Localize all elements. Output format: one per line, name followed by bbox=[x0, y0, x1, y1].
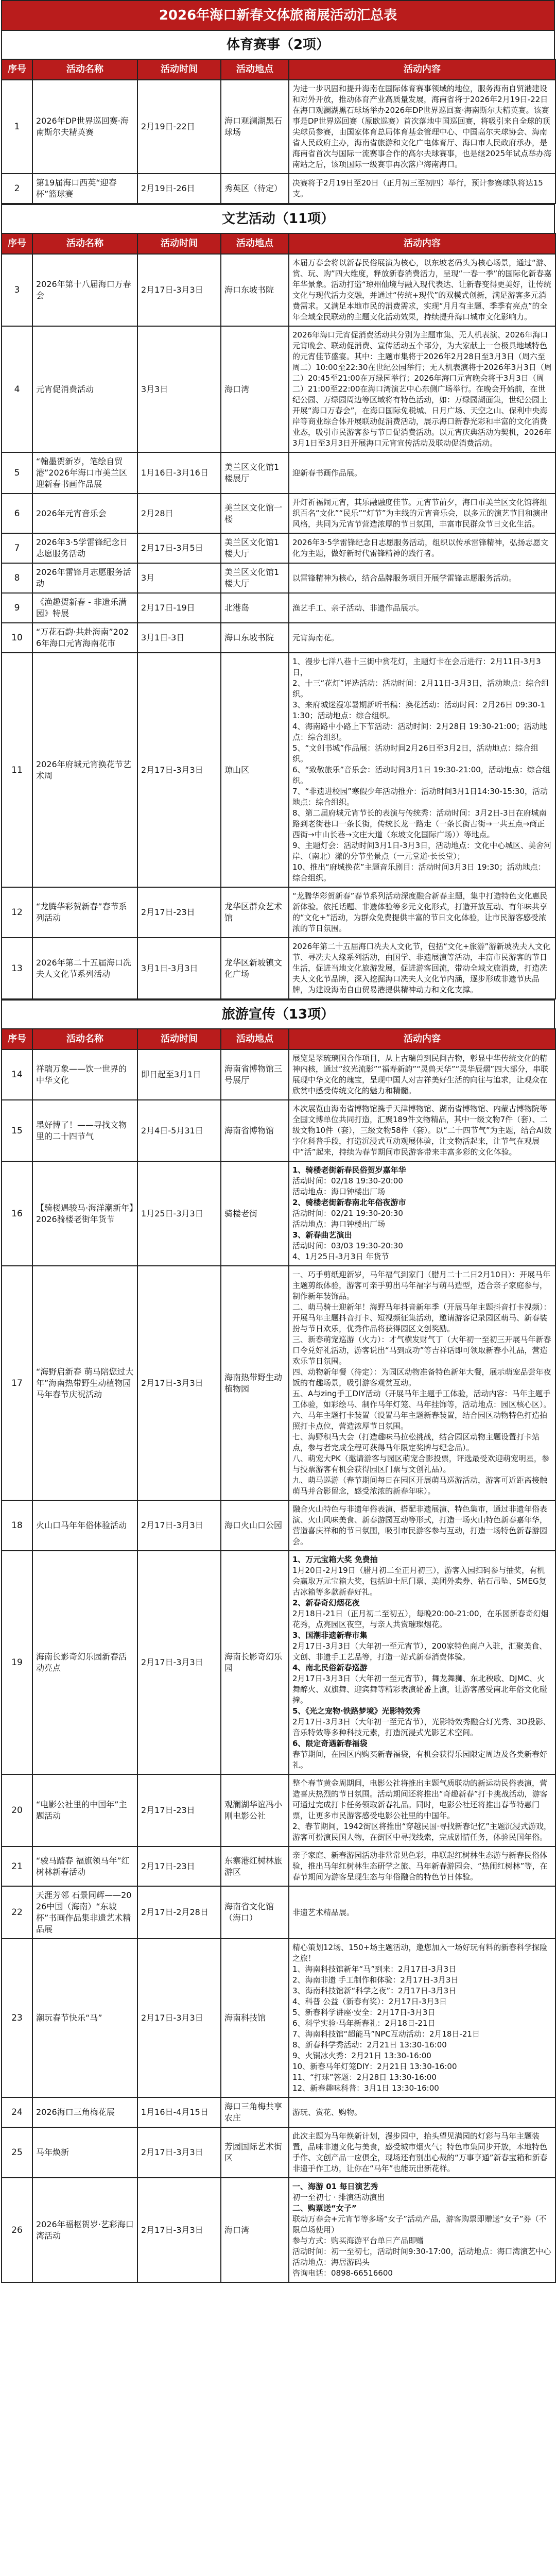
activity-place: 海南热带野生动植物园 bbox=[221, 1266, 289, 1500]
table-row bbox=[2, 1266, 555, 1500]
content-line: 开灯祈福闹元宵，其乐融融度佳节。元宵节前夕，海口市美兰区文化馆将组织百名“文化”“民乐”“灯节”为主线的元宵音乐会，以多元的演艺节目和演出风格，共同为元宵节营造浓厚的节日氛围，丰富市民群众节日文化生活。 bbox=[292, 498, 548, 529]
activity-place: 海口东坡书院 bbox=[221, 623, 289, 653]
content-line: 三、新春萌宠巡游（火力）：才气横发财气丁（大年初一至初三开展马年新春口令兑好礼活动，游客说出“马到成功”等吉祥话即可领取新春小礼品，营造欢乐节日氛围。 bbox=[292, 1335, 551, 1366]
table-row bbox=[2, 2097, 555, 2127]
activity-time: 2月17日-3月3日 bbox=[137, 254, 221, 326]
page-title: 2026年海口新春文体旅商展活动汇总表 bbox=[1, 0, 555, 30]
content-subheading: 4、南北民俗新春巡游 bbox=[292, 1663, 368, 1672]
table-row bbox=[2, 1100, 555, 1161]
activity-name: 天涯芳邻 石景同辉——2026中国（海南）“东坡杯”书画作品集非遗艺术精品展 bbox=[32, 1886, 137, 1939]
activity-name: 元宵促消费活动 bbox=[32, 326, 137, 452]
activity-name: 潮玩春节快乐“马” bbox=[32, 1939, 137, 2097]
activity-content bbox=[289, 1774, 555, 1846]
table-row bbox=[2, 452, 555, 494]
content-line: 活动时间：初一至初七，活动时间9:30-17:00，活动地点：海口湾演艺中心 bbox=[292, 2247, 551, 2256]
content-line: 活动时间：02/18 19:30-20:00 bbox=[292, 1176, 403, 1185]
activity-content bbox=[289, 1846, 555, 1886]
row-number: 21 bbox=[2, 1846, 32, 1886]
table-row bbox=[2, 80, 555, 174]
content-line: 6、“致敬旅乐”音乐会：活动时间3月1日 19:30-21:00，活动地点：综合组织。 bbox=[292, 765, 550, 785]
table-row bbox=[2, 1846, 555, 1886]
activity-time: 3月3日 bbox=[137, 326, 221, 452]
column-header: 活动地点 bbox=[221, 1029, 289, 1049]
content-line: 活动地点：海口钟楼出厂场 bbox=[292, 1219, 386, 1229]
section-title: 文艺活动（11项） bbox=[1, 204, 555, 233]
activity-name: 2026年3·5学雷锋纪念日志愿服务活动 bbox=[32, 533, 137, 563]
activity-name: 《渔趣贺新春 - 非遗乐满园》特展 bbox=[32, 593, 137, 623]
activity-place: 美兰区文化馆1楼大厅 bbox=[221, 563, 289, 593]
activity-name: “海野启新春 萌马陪您过大年”海南热带野生动植物园马年春节庆祝活动 bbox=[32, 1266, 137, 1500]
content-line: 一、巧手剪纸迎新岁，马年福气到家门（腊月二十二日2月10日）：开展马年主题剪纸体验，游客可亲手剪出马年福字与萌马造型，适合亲子家庭参与，制作新年装饰品。 bbox=[292, 1270, 551, 1301]
activity-name: 2026年福枢贺岁·艺彩海口湾活动 bbox=[32, 2178, 137, 2282]
content-line: 9、主题灯会：活动时间3月1日-3月3日，活动地点：文化中心城区、美舍河岸、（南北）漾的分节坐景点（一元堂道·长长堂）； bbox=[292, 841, 552, 861]
table-row bbox=[2, 1774, 555, 1846]
column-header: 活动内容 bbox=[289, 59, 555, 80]
section-title: 旅游宣传（13项） bbox=[1, 999, 555, 1028]
row-number: 26 bbox=[2, 2178, 32, 2282]
content-line: 5、“文创书城”作品展：活动时间2月26日至3月2日，活动地点：综合组织。 bbox=[292, 743, 538, 764]
content-line: 2月17日-3月3日（大年初一至元宵节），200家特色商户入驻，汇聚美食、文创、非遗手工艺品等，打造一站式新春消费体验。 bbox=[292, 1641, 547, 1662]
section-title: 体育赛事（2项） bbox=[1, 30, 555, 59]
table-row bbox=[2, 326, 555, 452]
activity-time: 2月17日-3月3日 bbox=[137, 653, 221, 887]
content-line: 整个春节黄金周期间，电影公社将推出主题气质联动的新运动民俗表演，营造喜庆热烈的节日氛围。活动期间还将推出“奇趣新春”打卡挑战活动，游客可通过完成打卡任务领取新春礼品。同时，电影公社还将推出春节特惠门票，让更多市民游客感受电影公社里的中国年。 bbox=[292, 1778, 548, 1820]
activity-place: 海南科技馆 bbox=[221, 1939, 289, 2097]
activity-time: 1月25日-3月3日 bbox=[137, 1161, 221, 1266]
activity-time: 2月17日-3月5日 bbox=[137, 533, 221, 563]
content-line: 联动万春会+元宵节等多场“女子”活动产品，游客购票即赠送“女子”券（不限单场使用） bbox=[292, 2214, 547, 2234]
content-subheading: 2、骑楼老街新春南北年俗夜游市 bbox=[292, 1198, 406, 1207]
table-row bbox=[2, 533, 555, 563]
content-subheading: 6、限定奇遇新春福袋 bbox=[292, 1739, 368, 1748]
activity-content bbox=[289, 1049, 555, 1100]
content-line: 2026年3·5学雷锋纪念日志愿服务活动，组织以传承雷锋精神，弘扬志愿文化为主题，做好新时代雷锋精神的践行者。 bbox=[292, 538, 549, 558]
table-row bbox=[2, 1886, 555, 1939]
table-row bbox=[2, 563, 555, 593]
activity-place: 美兰区文化馆1楼展厅 bbox=[221, 452, 289, 494]
content-line: 7、“非遗进校园”寒假少年活动推介：活动时间3月1日14:30-15:30，活动地点：综合组织。 bbox=[292, 787, 548, 807]
activity-time: 2月17日-23日 bbox=[137, 1774, 221, 1846]
content-line: 5、新春科学讲座·安全：2月17日-3月3日 bbox=[292, 2008, 436, 2017]
activity-place: 龙华区新坡镇文化广场 bbox=[221, 938, 289, 999]
content-line: 10、推出“府城换花”主题音乐剧目：活动时间3月3日 19:30；活动地点：综合组织。 bbox=[292, 862, 546, 883]
activity-place: 海南省博物馆 bbox=[221, 1100, 289, 1161]
activity-name: 2026年雷锋月志愿服务活动 bbox=[32, 563, 137, 593]
table-row bbox=[2, 1551, 555, 1774]
activity-time: 2月17日-3月3日 bbox=[137, 1500, 221, 1551]
activity-content bbox=[289, 174, 555, 204]
content-line: 决赛将于2月19日至20日（正月初三至初四）举行，预计参赛球队将达15支。 bbox=[292, 178, 543, 198]
activity-place: 海口火山口公园 bbox=[221, 1500, 289, 1551]
activity-content bbox=[289, 1266, 555, 1500]
column-header: 活动地点 bbox=[221, 233, 289, 254]
content-line: 展览是翠琉璃国合作项目，从上古瑞兽到民间吉物，彰显中华传统文化的精神内核，通过“纹光流影”“福寿新韵”“灵兽天华”“灵华辰熠”四大部分，串联展现中华文化的瑰宝，呈现中国人对吉祥美好生活的向往与追求，让观众在欣赏中感受传统文化的魅力和精髓。 bbox=[292, 1054, 549, 1095]
activity-content bbox=[289, 623, 555, 653]
activity-time: 2月17日-3月3日 bbox=[137, 2127, 221, 2178]
content-line: 精心策划12场、150+场主题活动，邀您加入一场好玩有料的新春科学探险之旅！ bbox=[292, 1943, 548, 1963]
content-line: 活动地点：海居游码头 bbox=[292, 2258, 370, 2267]
activity-table bbox=[1, 59, 556, 204]
activity-name: 祥瑞万象——饮一世界的中华文化 bbox=[32, 1049, 137, 1100]
activity-name: “骏马踏春 福旗领马年”红树林新春活动 bbox=[32, 1846, 137, 1886]
activity-name: “万花石韵·共赴海南”2026年海口元宵海南花市 bbox=[32, 623, 137, 653]
content-line: 8、新春科学秀活动：2月21日 13:30-16:00 bbox=[292, 2040, 447, 2049]
table-header-row bbox=[2, 1029, 555, 1049]
activity-place: 东寨港红树林旅游区 bbox=[221, 1846, 289, 1886]
column-header: 活动名称 bbox=[32, 233, 137, 254]
content-line: 2、海南非遗 手工制作和体验：2月17日-3月3日 bbox=[292, 1975, 459, 1985]
activity-place: 北港岛 bbox=[221, 593, 289, 623]
activity-place: 观澜湖华谊冯小刚电影公社 bbox=[221, 1774, 289, 1846]
activity-name: 2026海口三角梅花展 bbox=[32, 2097, 137, 2127]
activity-time: 2月17日-3月3日 bbox=[137, 2178, 221, 2282]
row-number: 5 bbox=[2, 452, 32, 494]
activity-place: 海南省文化馆（海口） bbox=[221, 1886, 289, 1939]
activity-name: 第19届海口西英“迎春杯”篮球赛 bbox=[32, 174, 137, 204]
content-line: 活动地点：海口钟楼出厂场 bbox=[292, 1187, 386, 1196]
column-header: 活动内容 bbox=[289, 1029, 555, 1049]
content-line: 本届万春会将以新春民俗展演为核心，以东坡老码头为核心场景，通过“游、赏、玩、购”四大维度，释放新春消费活力，呈现“一春一季”的国际化新春嘉年华景象。活动打造“琼州仙境与融入现代表达、让新春变得更美好，让传统文化与现代活力交融，并通过“传统+现代”的双模式创新，满足游客多元消费需求。又满足本地市民的消费需求，实现“月月有主题、季季有亮点”的全年全域全民联动的主题文化活动效果，持续提升海口城市文化影响力。 bbox=[292, 258, 552, 321]
table-row bbox=[2, 494, 555, 533]
activity-place: 海口三角梅共享农庄 bbox=[221, 2097, 289, 2127]
row-number: 3 bbox=[2, 254, 32, 326]
content-subheading: 3、新春曲艺演出 bbox=[292, 1230, 352, 1240]
table-header-row bbox=[2, 59, 555, 80]
activity-time: 2月17日-2月28日 bbox=[137, 1886, 221, 1939]
content-line: 12、新春趣味科普：3月1日 13:30-16:00 bbox=[292, 2083, 439, 2093]
content-line: 2、春节期间，1942街区将推出“穿越民国·寻找新春记忆”主题沉浸式游戏，游客可扮演民国人物，在街区中寻找线索，完成剧情任务，体验民国年俗。 bbox=[292, 1822, 552, 1842]
activity-name: 2026年第二十五届海口冼夫人文化节系列活动 bbox=[32, 938, 137, 999]
activity-content bbox=[289, 254, 555, 326]
content-line: 1、漫步七洋八巷十三街中赏花灯，主题灯卡在会后进行：2月11日-3月3日， bbox=[292, 657, 541, 677]
activity-place: 海南长影奇幻乐园 bbox=[221, 1551, 289, 1774]
activity-time: 2月17日-3月3日 bbox=[137, 1551, 221, 1774]
table-header-row bbox=[2, 233, 555, 254]
activity-place: 海口东坡书院 bbox=[221, 254, 289, 326]
activity-time: 2月28日 bbox=[137, 494, 221, 533]
activity-content bbox=[289, 533, 555, 563]
activity-content bbox=[289, 326, 555, 452]
activity-content bbox=[289, 653, 555, 887]
row-number: 7 bbox=[2, 533, 32, 563]
table-row bbox=[2, 1049, 555, 1100]
row-number: 11 bbox=[2, 653, 32, 887]
activity-content bbox=[289, 593, 555, 623]
activity-place: 秀英区（待定） bbox=[221, 174, 289, 204]
activity-content bbox=[289, 1551, 555, 1774]
content-line: 七、海野积马大会（打造趣味马拉松挑战，结合园区动物主题设置打卡站点，参与者完成全程可获得马年限定奖牌与纪念品）。 bbox=[292, 1432, 540, 1452]
activity-time: 2月4日-5月31日 bbox=[137, 1100, 221, 1161]
activity-place: 骑楼老街 bbox=[221, 1161, 289, 1266]
content-line: 2026年海口元宵促消费活动共分别为主题市集、无人机表演、2026年海口元宵晚会、联动促消费、宣传活动五个部分，为大家献上一台极具地域特色的元宵佳节盛宴。其中：主题市集将于2026年2月28日至3月3日（周六至周二）10:00至22:30在世纪公园举行；无人机表演将于2026年3月3日（周二）20:45至21:00在万绿园举行；2026年海口元宵晚会将于3月3日（周二）21:00至22:00在海口湾演艺中心东侧广场举行。在晚会开始前，在世纪公园、万绿园周边等区域将有特色活动，如：万绿园湖面集，世纪公园上开展“海口万春会”，在海口国际免税城、日月广场、天空之山、保利中央海岸等商业综合体开展联动促消费活动，展示海口新春光彩和丰富的文化消费业态，吸引市民游客参与节日促消费活动。以元宵庆典活动为契机，2026年3月1日至3月3日开展海口元宵宣传活动及联动促消费活动。 bbox=[292, 330, 552, 448]
activity-content bbox=[289, 1161, 555, 1266]
content-line: 四、动物新年餐（待定）：为园区动物准备特色新年大餐，展示萌宠品尝年夜饭的有趣场景，吸引游客观赏互动。 bbox=[292, 1367, 551, 1387]
activity-name: “龙腾华彩贺新春”春节系列活动 bbox=[32, 887, 137, 938]
activity-content bbox=[289, 1886, 555, 1939]
activity-time: 2月17日-3月3日 bbox=[137, 1939, 221, 2097]
activity-name: 2026年第十八届海口万春会 bbox=[32, 254, 137, 326]
content-line: 2026年第二十五届海口冼夫人文化节，包括“文化+旅游”游新坡冼夫人文化节、寻冼夫人缘系列活动，由国学、非遗展演等活动，丰富市民游客的节日生活，促进当地文化旅游发展，促进游客回流，带动全域文旅消费，打造冼夫人文化节品牌，深入挖掘海口冼夫人文化节内涵，逐步形成非遗节庆品牌，为建设海南自由贸易港提供精神动力和文化支撑。 bbox=[292, 942, 551, 994]
column-header: 活动名称 bbox=[32, 59, 137, 80]
content-line: 3、来府城迷漫寒暑期新听书稿：换花活动：活动时间：2月26日 09:30-11:30；活动地点：综合组织。 bbox=[292, 700, 546, 720]
activity-table bbox=[1, 1028, 556, 2283]
row-number: 1 bbox=[2, 80, 32, 174]
content-line: “龙腾华彩贺新春”春节系列活动深度融合新春主题，集中打造特色文化惠民新体验。依托话题、非遗体验等多元文化形式，打造开放互动、有年味共享的“文化+”活动，为群众免费提供丰富的节日文化体验，让市民游客感受浓浓的节日氛围。 bbox=[292, 891, 548, 933]
row-number: 17 bbox=[2, 1266, 32, 1500]
content-line: 迎新春书画作品展。 bbox=[292, 468, 362, 478]
activity-name: 火山口马年年俗体验活动 bbox=[32, 1500, 137, 1551]
activity-place: 海南省博物馆三号展厅 bbox=[221, 1049, 289, 1100]
activity-name: 2026年元宵音乐会 bbox=[32, 494, 137, 533]
activity-place: 海口湾 bbox=[221, 2178, 289, 2282]
row-number: 25 bbox=[2, 2127, 32, 2178]
table-row bbox=[2, 2178, 555, 2282]
row-number: 22 bbox=[2, 1886, 32, 1939]
table-row bbox=[2, 1939, 555, 2097]
column-header: 序号 bbox=[2, 1029, 32, 1049]
content-line: 2、十三“花灯”评选活动：活动时间：2月11日-3月3日，活动地点：综合组织。 bbox=[292, 679, 549, 699]
table-row bbox=[2, 1500, 555, 1551]
row-number: 12 bbox=[2, 887, 32, 938]
content-subheading: 1、骑楼老街新春民俗贺岁嘉年华 bbox=[292, 1165, 406, 1175]
column-header: 活动时间 bbox=[137, 233, 221, 254]
column-header: 活动时间 bbox=[137, 59, 221, 80]
content-line: 活动时间：03/03 19:30-20:30 bbox=[292, 1241, 403, 1250]
content-line: 六、马年主题打卡装置（设置马年主题新春装置，结合园区动物特色打造拍照打卡点位，营造浓厚节日氛围。 bbox=[292, 1411, 548, 1431]
table-row bbox=[2, 593, 555, 623]
activity-time: 2月19日-22日 bbox=[137, 80, 221, 174]
content-line: 非遗艺术精品展。 bbox=[292, 1907, 355, 1917]
content-line: 为进一步巩固和提升海南在国际体育赛事领域的地位，服务海南自贸港建设和对外开放，推动体育产业高质量发展，海南省将于2026年2月19日-22日在海口观澜湖黑石球场举办2026年DP世界巡回赛·海南斯尔夫精英赛。该赛事是DP世界巡回赛（原欧巡赛）首次落地中国巡回赛，将吸引来自全球的顶尖球员参赛，由国家体育总局体育基金管理中心、中国高尔夫球协会、海南省人民政府主办，海南省旅游和文化广电体育厅、海口市人民政府承办，是海南省首次与国际一流赛事合作的高尔夫球赛事，也是继2025年试点举办海南站之后，该项国际一级赛事再次落户海南海口。 bbox=[292, 84, 552, 169]
activity-time: 2月17日-23日 bbox=[137, 1846, 221, 1886]
content-line: 3、海南科技馆新“科学之夜”：2月17日-3月3日 bbox=[292, 1986, 457, 1995]
column-header: 活动时间 bbox=[137, 1029, 221, 1049]
content-line: 9、火锅冰火秀：2月21日 13:30-16:00 bbox=[292, 2051, 431, 2060]
content-line: 11、“打球”答题：2月28日 13:30-16:00 bbox=[292, 2073, 437, 2082]
content-subheading: 一、海游 01 每日演艺秀 bbox=[292, 2182, 378, 2191]
activity-place: 琼山区 bbox=[221, 653, 289, 887]
content-line: 初一至初七 · 排演活动演出 bbox=[292, 2193, 385, 2202]
row-number: 19 bbox=[2, 1551, 32, 1774]
activity-content bbox=[289, 452, 555, 494]
column-header: 序号 bbox=[2, 233, 32, 254]
content-line: 活动时间：02/21 19:30-20:30 bbox=[292, 1209, 403, 1218]
activity-name: 2026年府城元宵换花节艺术周 bbox=[32, 653, 137, 887]
activity-time: 1月16日-4月15日 bbox=[137, 2097, 221, 2127]
content-line: 游玩、赏花、购物。 bbox=[292, 2107, 362, 2117]
content-subheading: 3、国潮非遗新春市集 bbox=[292, 1631, 368, 1640]
content-line: 八、萌宠大PK（邀请游客与园区萌宠合影投票，评选最受欢迎萌宠明星，参与投票游客有机会获得园区门票与文创礼品）。 bbox=[292, 1454, 549, 1474]
row-number: 13 bbox=[2, 938, 32, 999]
row-number: 2 bbox=[2, 174, 32, 204]
activity-content bbox=[289, 887, 555, 938]
activity-time: 2月17日-3月3日 bbox=[137, 1266, 221, 1500]
column-header: 活动地点 bbox=[221, 59, 289, 80]
content-line: 1、海南科技馆新年“马”到来：2月17日-3月3日 bbox=[292, 1964, 457, 1974]
table-row bbox=[2, 887, 555, 938]
activity-name: “翰墨贺新岁，笔绘自贸港”2026年海口市美兰区迎新春书画作品展 bbox=[32, 452, 137, 494]
activity-place: 芳园国际艺术街区 bbox=[221, 2127, 289, 2178]
activity-content bbox=[289, 494, 555, 533]
content-line: 渔艺手工、亲子活动、非遗作品展示。 bbox=[292, 603, 424, 613]
row-number: 16 bbox=[2, 1161, 32, 1266]
activity-place: 美兰区文化馆1楼大厅 bbox=[221, 533, 289, 563]
table-row bbox=[2, 1161, 555, 1266]
row-number: 24 bbox=[2, 2097, 32, 2127]
table-row bbox=[2, 174, 555, 204]
row-number: 10 bbox=[2, 623, 32, 653]
row-number: 23 bbox=[2, 1939, 32, 2097]
content-line: 1月20日-2月19日（腊月初二至正月初三），游客入园扫码参与抽奖，有机会赢取万元宝箱大奖，包括迪士尼门票、美团外卖券、钻石吊坠、SMEG复古冰箱等多款新春好礼。 bbox=[292, 1566, 547, 1597]
activity-time: 1月16日-3月16日 bbox=[137, 452, 221, 494]
content-line: 本次展览由海南省博物馆携手天津博物馆、湖南省博物馆、内蒙古博物院等全国文博单位共同打造，汇聚189件文物精品，其中一级文物7件（套）、二级文物10件（套），三级文物58件（套）。以“二十四节气”为主题，结合AI数字化科普手段，打造沉浸式互动观展体验，让文物活起来，让节气在观展中“活”起来，持续为春节期间市民游客带来丰富多彩的文化体验。 bbox=[292, 1104, 552, 1157]
row-number: 20 bbox=[2, 1774, 32, 1846]
activity-time: 2月19日-26日 bbox=[137, 174, 221, 204]
content-subheading: 1、万元宝箱大奖 免费抽 bbox=[292, 1555, 378, 1564]
activity-time: 2月17日-23日 bbox=[137, 887, 221, 938]
activity-time: 3月1日-3日 bbox=[137, 623, 221, 653]
content-line: 此次主题为马年焕新计划，漫步园中，抬头望见满园的灯彩与马年主题装置，品味非遗文化与美食，感受城市烟火气；特色市集同步开放，本地特色手作、文创产品一应俱全，现场还有别出心裁的“万事亨通”新春宝箱和新春非遗手作工坊，让你在“马年”也能玩出新花样。 bbox=[292, 2131, 548, 2173]
table-row bbox=[2, 623, 555, 653]
table-row bbox=[2, 938, 555, 999]
content-subheading: 二、购票送“女子” bbox=[292, 2204, 357, 2213]
activity-place: 海口湾 bbox=[221, 326, 289, 452]
table-row bbox=[2, 653, 555, 887]
activity-content bbox=[289, 563, 555, 593]
activity-content bbox=[289, 938, 555, 999]
activity-name: 【骑楼遇骏马·海洋潮新年】2026骑楼老街年货节 bbox=[32, 1161, 137, 1266]
activity-content bbox=[289, 1500, 555, 1551]
content-line: 6、科学实验·马年新春礼：2月18日-21日 bbox=[292, 2019, 436, 2028]
activity-place: 美兰区文化馆一楼 bbox=[221, 494, 289, 533]
activity-time: 3月1日-3月3日 bbox=[137, 938, 221, 999]
content-line: 以雷锋精神为核心，结合品牌服务项目开展学雷锋志愿服务活动。 bbox=[292, 573, 517, 583]
content-line: 亲子家庭、新春游园活动非常常见色彩，串联起红树林生态游与新春民俗体验，推出马年红树林生态研学之旅、马年新春游园会、“热闹红树林”等，在春节期间为游客呈现生态与年俗融合的特色节日体验。 bbox=[292, 1851, 548, 1882]
content-line: 2月17日-3月3日（大年初一至元宵节），光影特效秀融合灯光秀、3D投影、音乐特效等多种科技元素，打造沉浸式光影艺术空间。 bbox=[292, 1717, 551, 1737]
content-line: 4、海南路中小路上下节活动：活动时间：2月28日 19:30-21:00；活动地点：综合组织。 bbox=[292, 722, 547, 742]
activity-time: 3月 bbox=[137, 563, 221, 593]
activity-name: “电影公社里的中国年”主题活动 bbox=[32, 1774, 137, 1846]
row-number: 15 bbox=[2, 1100, 32, 1161]
content-line: 4、1月25日-3月3日 年货节 bbox=[292, 1252, 389, 1261]
content-line: 九、萌马巡游（春节期间每日在园区开展萌马巡游活动，游客可近距离接触萌马并合影留念，感受浓浓的新春年味）。 bbox=[292, 1476, 548, 1496]
sections-container bbox=[1, 30, 555, 2283]
activity-name: 墨好博了！——寻找文物里的二十四节气 bbox=[32, 1100, 137, 1161]
activity-name: 马年焕新 bbox=[32, 2127, 137, 2178]
content-subheading: 2、新春奇幻烟花夜 bbox=[292, 1598, 360, 1607]
activity-content bbox=[289, 2097, 555, 2127]
content-line: 二、萌马骑士迎新年！海野马年抖音新年季（开展马年主题抖音打卡视频）：开展马年主题抖音打卡、短视频征集活动，邀请游客记录园区萌马、新春装扮与节日欢乐，优秀作品将获得园区文创奖励。 bbox=[292, 1302, 551, 1333]
content-line: 8、第二届府城元宵节长的表演与传统秀：活动时间：3月2日-3日在府城南路到老街巷口一条长街，传统长龙一路走（一条长街古街→一共五点→商正西街→中山长巷→文庄大道（东坡文化国际广场））等地点。 bbox=[292, 808, 547, 839]
row-number: 9 bbox=[2, 593, 32, 623]
column-header: 序号 bbox=[2, 59, 32, 80]
activity-content bbox=[289, 1100, 555, 1161]
activity-time: 2月17日-19日 bbox=[137, 593, 221, 623]
content-subheading: 5、《光之宠物·铁路梦境》光影特效秀 bbox=[292, 1706, 421, 1716]
activity-content bbox=[289, 2127, 555, 2178]
row-number: 14 bbox=[2, 1049, 32, 1100]
table-row bbox=[2, 2127, 555, 2178]
column-header: 活动内容 bbox=[289, 233, 555, 254]
table-row bbox=[2, 254, 555, 326]
content-line: 10、新春马年灯笼DIY：2月21日 13:30-16:00 bbox=[292, 2062, 457, 2071]
content-line: 参与方式：购买海游平台单日产品即赠 bbox=[292, 2236, 424, 2245]
activity-name: 2026年DP世界巡回赛·海南斯尔夫精英赛 bbox=[32, 80, 137, 174]
content-line: 五、A与zing手工DIY活动（开展马年主题手工体验，活动内容：马年主题手工体验，如彩绘马、制作马年灯笼、马年挂饰等，活动地点：园区核心区）。 bbox=[292, 1389, 551, 1409]
activity-time: 即日起至3月1日 bbox=[137, 1049, 221, 1100]
content-line: 4、科普 公益（新春有奖）：2月17日-3月3日 bbox=[292, 1997, 447, 2006]
activity-name: 海南长影奇幻乐园新春活动亮点 bbox=[32, 1551, 137, 1774]
content-line: 2月17日-3月3日（大年初一至元宵节），舞龙舞狮、东北秧歌、DJMC、火舞醉火、双旗舞、迎宾舞等精彩表演轮番上演，让游客感受南北年俗文化碰撞。 bbox=[292, 1674, 548, 1705]
activity-content bbox=[289, 1939, 555, 2097]
activity-place: 海口观澜湖黑石球场 bbox=[221, 80, 289, 174]
row-number: 18 bbox=[2, 1500, 32, 1551]
row-number: 6 bbox=[2, 494, 32, 533]
content-line: 2月18日-21日（正月初二至初五），每晚20:00-21:00，在乐园新春奇幻烟花秀，点亮园区夜空，与亲人共赏璀璨烟花。 bbox=[292, 1609, 549, 1629]
activity-table bbox=[1, 233, 556, 999]
content-line: 7、海南科技馆“超能马”NPC互动活动：2月18日-21日 bbox=[292, 2029, 480, 2039]
column-header: 活动名称 bbox=[32, 1029, 137, 1049]
content-line: 咨询电话：0898-66516600 bbox=[292, 2268, 393, 2278]
activity-place: 龙华区群众艺术馆 bbox=[221, 887, 289, 938]
activity-content bbox=[289, 2178, 555, 2282]
row-number: 4 bbox=[2, 326, 32, 452]
activity-content bbox=[289, 80, 555, 174]
content-line: 春节期间，在园区内购买新春福袋，有机会获得乐园限定周边及各类新春好礼。 bbox=[292, 1750, 548, 1770]
content-line: 融合火山特色与非遗年俗表演、搭配非遗展演、特色集市，通过非遗年俗表演、火山风味美食、新春游园互动等形式，打造一场火山特色新春嘉年华，营造喜庆祥和的节日氛围，吸引市民游客参与互动，打造一场特色新春游园会。 bbox=[292, 1504, 548, 1546]
row-number: 8 bbox=[2, 563, 32, 593]
content-line: 元宵海南花。 bbox=[292, 633, 339, 642]
